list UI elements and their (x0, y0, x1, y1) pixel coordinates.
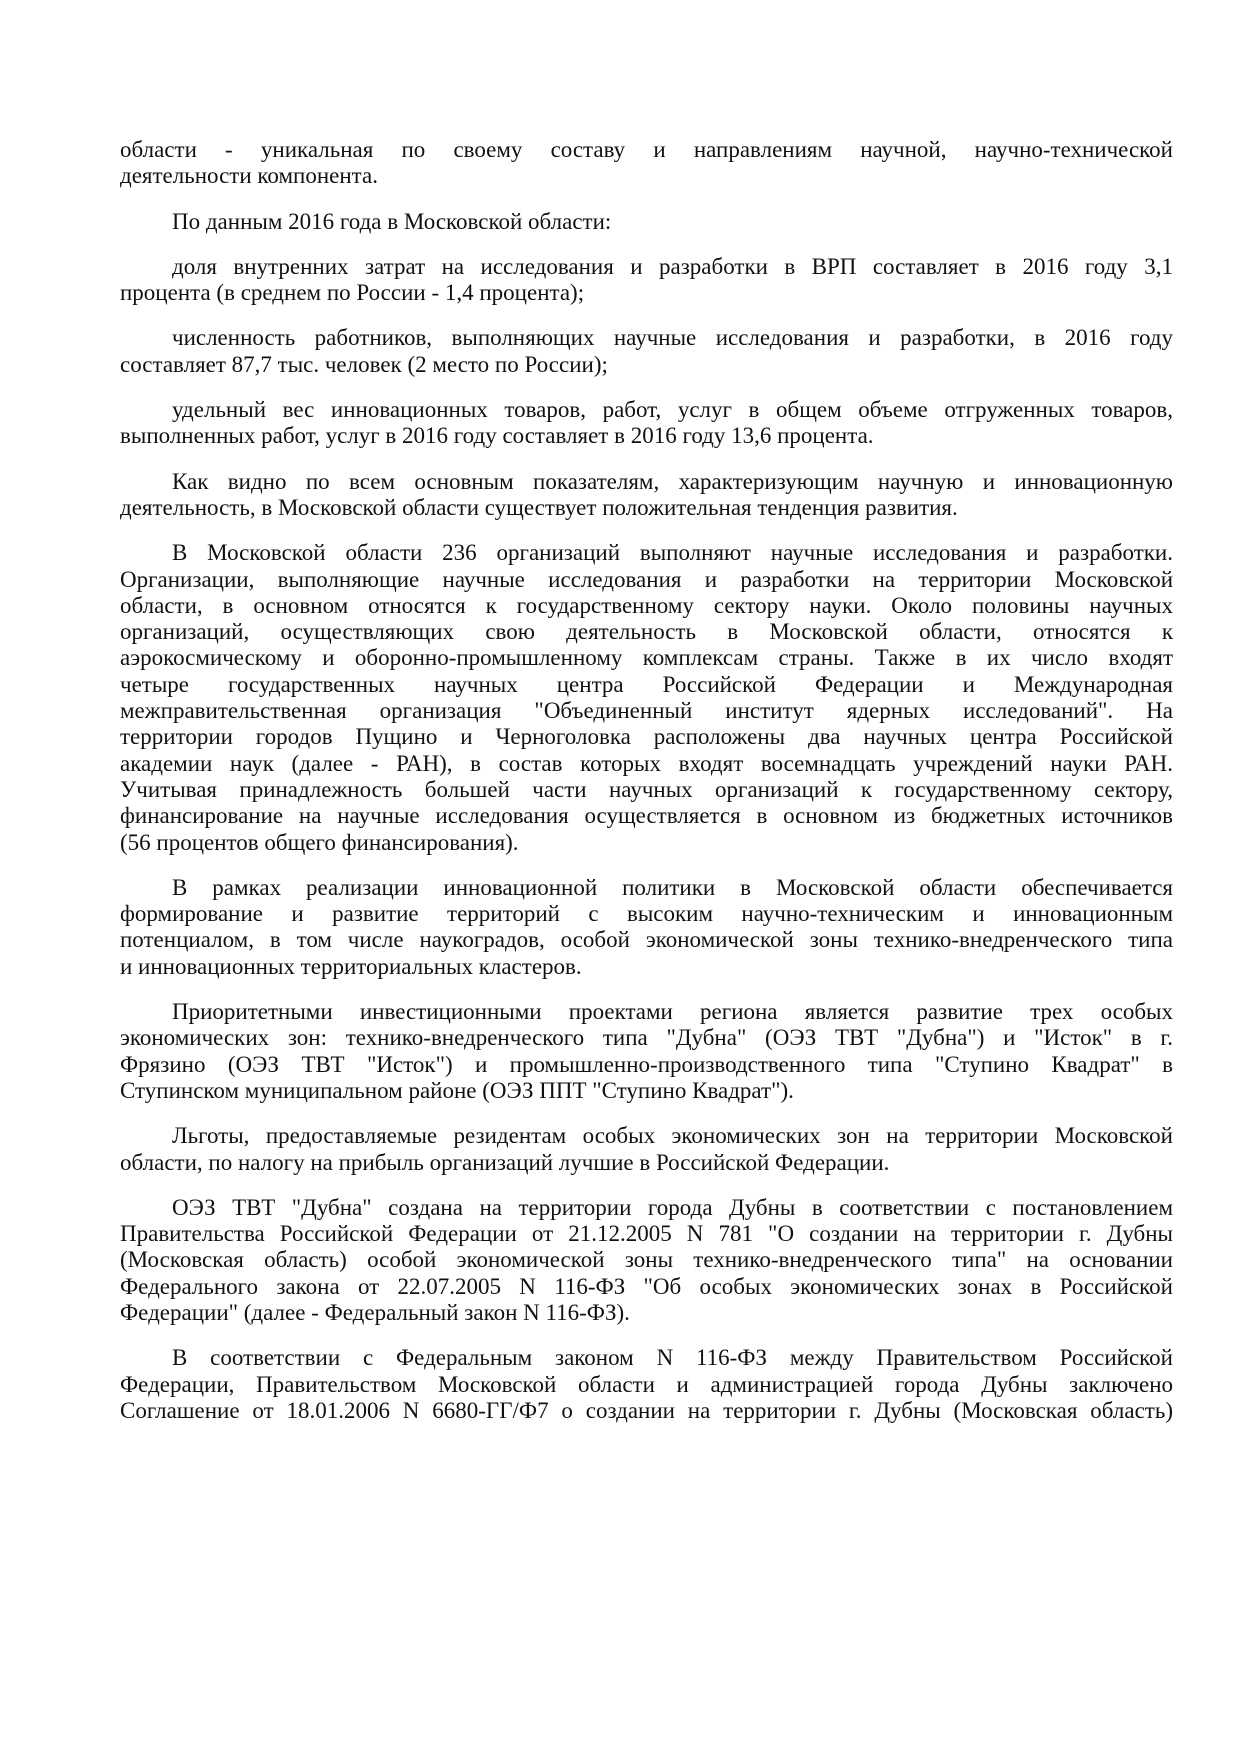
paragraph (120, 999, 1173, 1104)
paragraph (120, 137, 1173, 190)
paragraph (120, 1345, 1173, 1424)
text-line: численность работников, выполняющих научные исследования и разработки, в 2016 году (172, 325, 1173, 351)
text-line: Соглашение от 18.01.2006 N 6680-ГГ/Ф7 о создании на территории г. Дубны (Московская область) (120, 1397, 1173, 1423)
text-line: (56 процентов общего финансирования). (120, 829, 519, 855)
text-line: Льготы, предоставляемые резидентам особых экономических зон на территории Московской (172, 1123, 1173, 1149)
paragraph (120, 1123, 1173, 1176)
text-line: выполненных работ, услуг в 2016 году составляет в 2016 году 13,6 процента. (120, 423, 874, 449)
text-line: деятельности компонента. (120, 163, 378, 189)
text-line: Ступинском муниципальном районе (ОЭЗ ППТ "Ступино Квадрат"). (120, 1077, 794, 1103)
text-line: организаций, осуществляющих свою деятельность в Московской области, относятся к (120, 619, 1173, 645)
document-page (120, 137, 1173, 1443)
text-line: Учитывая принадлежность большей части научных организаций к государственному сектору, (120, 776, 1173, 802)
text-line: потенциалом, в том числе наукоградов, особой экономической зоны технико-внедренческого типа (120, 927, 1173, 953)
text-line: Федерации, Правительством Московской области и администрацией города Дубны заключено (120, 1371, 1173, 1397)
paragraph (120, 875, 1173, 980)
paragraph (120, 254, 1173, 307)
text-line: академии наук (далее - РАН), в состав которых входят восемнадцать учреждений науки РАН. (120, 750, 1173, 776)
text-line: В Московской области 236 организаций выполняют научные исследования и разработки. (172, 540, 1173, 566)
text-line: Организации, выполняющие научные исследования и разработки на территории Московской (120, 566, 1173, 592)
text-line: финансирование на научные исследования осуществляется в основном из бюджетных источников (120, 803, 1173, 829)
paragraph (120, 1195, 1173, 1326)
paragraph (120, 397, 1173, 450)
text-line: Федерации" (далее - Федеральный закон N 116-ФЗ). (120, 1299, 630, 1325)
text-line: четыре государственных научных центра Российской Федерации и Международная (120, 671, 1173, 697)
text-line: экономических зон: технико-внедренческого типа "Дубна" (ОЭЗ ТВТ "Дубна") и "Исток" в г. (120, 1025, 1173, 1051)
text-line: (Московская область) особой экономической зоны технико-внедренческого типа" на основании (120, 1247, 1173, 1273)
text-line: деятельность, в Московской области существует положительная тенденция развития. (120, 494, 958, 520)
text-line: и инновационных территориальных кластеров. (120, 953, 582, 979)
text-line: области - уникальная по своему составу и направлениям научной, научно-технической (120, 137, 1173, 162)
text-line: формирование и развитие территорий с высоким научно-техническим и инновационным (120, 901, 1173, 927)
text-line: процента (в среднем по России - 1,4 процента); (120, 280, 585, 306)
paragraph (120, 469, 1173, 522)
paragraph (120, 325, 1173, 378)
text-line: Приоритетными инвестиционными проектами региона является развитие трех особых (172, 999, 1173, 1025)
text-line: области, в основном относятся к государственному сектору науки. Около половины научных (120, 592, 1173, 618)
text-line: межправительственная организация "Объединенный институт ядерных исследований". На (120, 698, 1173, 724)
paragraph (120, 209, 1173, 235)
text-line: Фрязино (ОЭЗ ТВТ "Исток") и промышленно-производственного типа "Ступино Квадрат" в (120, 1051, 1173, 1077)
paragraph (120, 540, 1173, 856)
text-line: составляет 87,7 тыс. человек (2 место по России); (120, 351, 608, 377)
text-line: Как видно по всем основным показателям, характеризующим научную и инновационную (172, 468, 1173, 494)
text-line: Правительства Российской Федерации от 21.12.2005 N 781 "О создании на территории г. Дубны (120, 1221, 1173, 1247)
text-line: территории городов Пущино и Черноголовка расположены два научных центра Российской (120, 724, 1173, 750)
text-line: По данным 2016 года в Московской области: (172, 208, 612, 234)
text-line: ОЭЗ ТВТ "Дубна" создана на территории города Дубны в соответствии с постановлением (172, 1194, 1173, 1220)
text-line: Федерального закона от 22.07.2005 N 116-ФЗ "Об особых экономических зонах в Российской (120, 1273, 1173, 1299)
text-line: доля внутренних затрат на исследования и разработки в ВРП составляет в 2016 году 3,1 (172, 253, 1173, 279)
text-line: области, по налогу на прибыль организаций лучшие в Российской Федерации. (120, 1149, 890, 1175)
text-line: аэрокосмическому и оборонно-промышленному комплексам страны. Также в их число входят (120, 645, 1173, 671)
text-line: удельный вес инновационных товаров, работ, услуг в общем объеме отгруженных товаров, (172, 397, 1173, 423)
text-line: В соответствии с Федеральным законом N 116-ФЗ между Правительством Российской (172, 1345, 1173, 1371)
text-line: В рамках реализации инновационной политики в Московской области обеспечивается (172, 874, 1173, 900)
